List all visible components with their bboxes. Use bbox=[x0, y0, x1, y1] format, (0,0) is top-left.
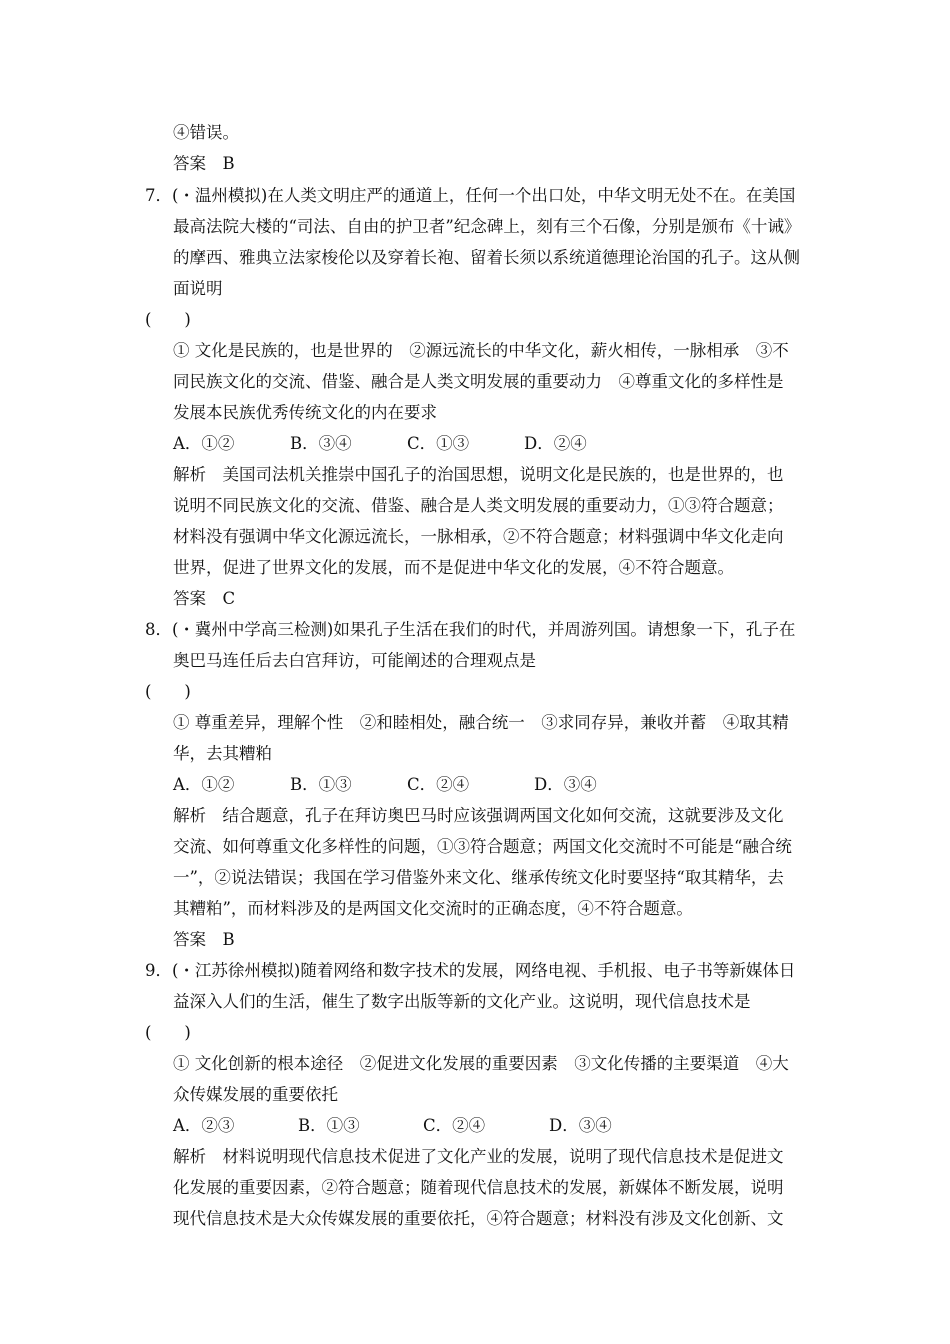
q9-analysis-line: 现代信息技术是大众传媒发展的重要依托，④符合题意；材料没有涉及文化创新、文 bbox=[173, 1209, 784, 1228]
q7-statement-line: 发展本民族优秀传统文化的内在要求 bbox=[173, 403, 437, 422]
q9-statement-line: ① 文化创新的根本途径 ②促进文化发展的重要因素 ③文化传播的主要渠道 ④大 bbox=[173, 1054, 789, 1073]
q8-stem-line: 8．(・冀州中学高三检测)如果孔子生活在我们的时代，并周游列国。请想象一下，孔子在 bbox=[145, 620, 796, 639]
q7-statement-line: ① 文化是民族的，也是世界的 ②源远流长的中华文化，薪火相传，一脉相承 ③不 bbox=[173, 341, 789, 360]
q9-option-a: A．②③ bbox=[173, 1116, 235, 1135]
q8-statement-line: 华，去其糟粕 bbox=[173, 744, 272, 763]
q7-option-d: D．②④ bbox=[524, 434, 587, 453]
q8-analysis-line: 一”，②说法错误；我国在学习借鉴外来文化、继承传统文化时要坚持“取其精华，去 bbox=[173, 868, 784, 887]
q8-analysis-line: 其糟粕”，而材料涉及的是两国文化交流时的正确态度，④不符合题意。 bbox=[173, 899, 693, 918]
q9-statement-line: 众传媒发展的重要依托 bbox=[173, 1085, 338, 1104]
q7-stem-line: 面说明 bbox=[173, 279, 223, 298]
carryover-line: ④错误。 bbox=[173, 123, 239, 142]
q9-analysis-line: 化发展的重要因素，②符合题意；随着现代信息技术的发展，新媒体不断发展，说明 bbox=[173, 1178, 784, 1197]
q9-answer-paren: ( ) bbox=[145, 1023, 191, 1042]
q8-stem-line: 奥巴马连任后去白宫拜访，可能阐述的合理观点是 bbox=[173, 651, 536, 670]
q7-stem-line: 的摩西、雅典立法家梭伦以及穿着长袍、留着长须以系统道德理论治国的孔子。这从侧 bbox=[173, 248, 800, 267]
q8-option-b: B．①③ bbox=[290, 775, 352, 794]
q7-option-b: B．③④ bbox=[290, 434, 352, 453]
q7-stem-line: 7．(・温州模拟)在人类文明庄严的通道上，任何一个出口处，中华文明无处不在。在美国 bbox=[145, 186, 796, 205]
q7-analysis-line: 解析 美国司法机关推崇中国孔子的治国思想，说明文化是民族的，也是世界的，也 bbox=[173, 465, 784, 484]
q9-option-c: C．②④ bbox=[423, 1116, 486, 1135]
q7-analysis-line: 材料没有强调中华文化源远流长，一脉相承，②不符合题意；材料强调中华文化走向 bbox=[173, 527, 784, 546]
q9-stem-line: 9．(・江苏徐州模拟)随着网络和数字技术的发展，网络电视、手机报、电子书等新媒体日 bbox=[145, 961, 796, 980]
q7-option-c: C．①③ bbox=[407, 434, 470, 453]
q7-answer-paren: ( ) bbox=[145, 310, 191, 329]
q7-analysis-line: 说明不同民族文化的交流、借鉴、融合是人类文明发展的重要动力，①③符合题意； bbox=[173, 496, 784, 515]
q8-answer-paren: ( ) bbox=[145, 682, 191, 701]
q8-analysis-line: 解析 结合题意，孔子在拜访奥巴马时应该强调两国文化如何交流，这就要涉及文化 bbox=[173, 806, 784, 825]
answer-line: 答案 B bbox=[173, 154, 235, 173]
q8-option-a: A．①② bbox=[173, 775, 235, 794]
q9-analysis-line: 解析 材料说明现代信息技术促进了文化产业的发展，说明了现代信息技术是促进文 bbox=[173, 1147, 784, 1166]
q7-option-a: A．①② bbox=[173, 434, 235, 453]
q9-option-b: B．①③ bbox=[298, 1116, 360, 1135]
q7-stem-line: 最高法院大楼的“司法、自由的护卫者”纪念碑上，刻有三个石像，分别是颁布《十诫》 bbox=[173, 217, 801, 236]
q8-option-c: C．②④ bbox=[407, 775, 470, 794]
q9-option-d: D．③④ bbox=[549, 1116, 612, 1135]
q8-option-d: D．③④ bbox=[534, 775, 597, 794]
q7-answer: 答案 C bbox=[173, 589, 236, 608]
q8-statement-line: ① 尊重差异，理解个性 ②和睦相处，融合统一 ③求同存异，兼收并蓄 ④取其精 bbox=[173, 713, 789, 732]
q9-stem-line: 益深入人们的生活，催生了数字出版等新的文化产业。这说明，现代信息技术是 bbox=[173, 992, 751, 1011]
q7-statement-line: 同民族文化的交流、借鉴、融合是人类文明发展的重要动力 ④尊重文化的多样性是 bbox=[173, 372, 784, 391]
q7-analysis-line: 世界，促进了世界文化的发展，而不是促进中华文化的发展，④不符合题意。 bbox=[173, 558, 734, 577]
q8-answer: 答案 B bbox=[173, 930, 235, 949]
q8-analysis-line: 交流、如何尊重文化多样性的问题，①③符合题意；两国文化交流时不可能是“融合统 bbox=[173, 837, 792, 856]
